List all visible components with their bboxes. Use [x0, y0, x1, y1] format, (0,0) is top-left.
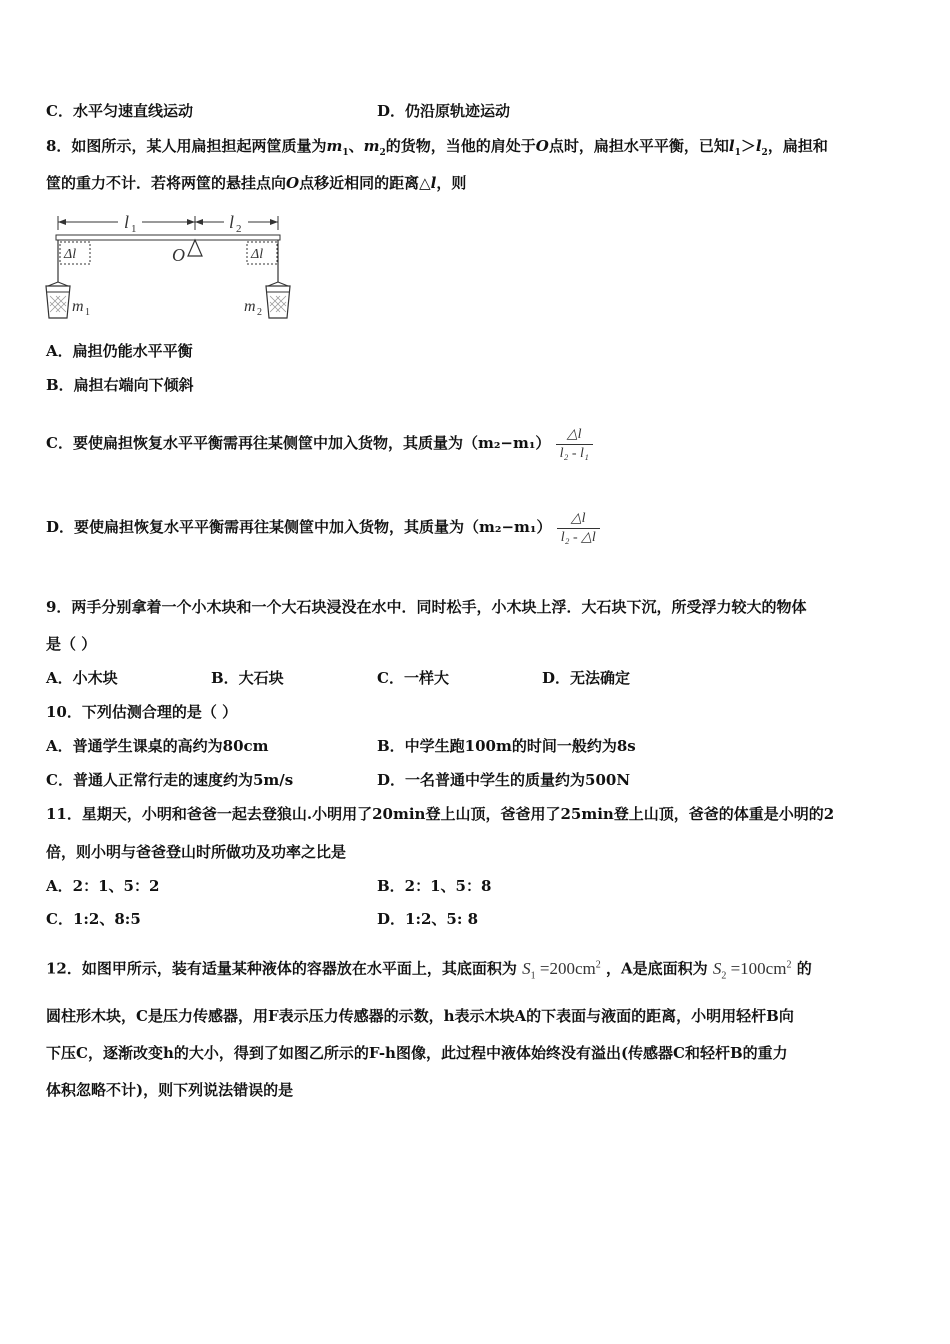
q9-option-b: B．大石块: [211, 669, 284, 687]
l2-label: l: [229, 212, 235, 232]
right-basket: [266, 282, 290, 318]
q11-option-b: B．2：1、5：8: [377, 877, 492, 895]
q10-option-d: D．一名普通中学生的质量约为500N: [377, 771, 631, 789]
q12-stem-line3: 下压C，逐渐改变h的大小，得到了如图乙所示的F-h图像，此过程中液体始终没有溢出(传感器C和轻杆B的重力: [46, 1044, 788, 1062]
q8-option-d-fraction: $\frac{\triangle l}{\text{l₂ - △l}}$: [557, 510, 600, 547]
q8-option-b: B．扁担右端向下倾斜: [46, 376, 194, 394]
delta-l-left: Δl: [64, 247, 77, 262]
q11-stem-line2: 倍，则小明与爸爸登山时所做功及功率之比是: [46, 843, 347, 861]
pivot-o-label: O: [172, 245, 185, 265]
q8-option-a: A．扁担仍能水平平衡: [46, 342, 193, 360]
l1-label: l: [124, 212, 130, 232]
q11-option-a: A．2：1、5：2: [46, 877, 160, 895]
q12-stem-line4: 体积忽略不计)，则下列说法错误的是: [46, 1081, 294, 1099]
q12-s1-formula: $S_1 =200cm^2$: [522, 958, 601, 982]
q12-stem-line1: 12．如图甲所示，装有适量某种液体的容器放在水平面上，其底面积为 $S_1 =200cm^2$ ，A是底面积为 $S_2 =100cm^2$ 的: [46, 958, 812, 982]
q8-option-d: D．要使扁担恢复水平平衡需再往某侧筐中加入货物，其质量为（m₂−m₁） $\frac{\triangle l}{\text{l₂ - △l}}$: [46, 504, 600, 550]
q10-option-c: C．普通人正常行走的速度约为5m/s: [46, 771, 294, 789]
m2-sub: 2: [257, 307, 262, 318]
delta-l-right: Δl: [251, 247, 264, 262]
q9-stem-line1: 9．两手分别拿着一个小木块和一个大石块浸没在水中．同时松手，小木块上浮．大石块下沉，所受浮力较大的物体: [46, 598, 807, 616]
m2-label: m: [244, 298, 256, 315]
shoulder-pole: [56, 235, 280, 240]
q8-option-c: C．要使扁担恢复水平平衡需再往某侧筐中加入货物，其质量为（m₂−m₁） $\frac{\triangle l}{\text{l₂ - l₁}}$: [46, 420, 593, 466]
m1-sub: 1: [85, 307, 90, 318]
q11-stem-line1: 11．星期天，小明和爸爸一起去登狼山.小明用了20min登上山顶，爸爸用了25min登上山顶，爸爸的体重是小明的2: [46, 805, 835, 823]
q9-option-a: A．小木块: [46, 669, 118, 687]
q10-option-b: B．中学生跑100m的时间一般约为8s: [377, 737, 636, 755]
q9-stem-line2: 是（ ）: [46, 635, 97, 653]
q10-stem: 10．下列估测合理的是（ ）: [46, 703, 238, 721]
q8-option-c-fraction: $\frac{\triangle l}{\text{l₂ - l₁}}$: [556, 426, 593, 463]
q11-option-d: D．1:2、5: 8: [377, 910, 479, 928]
q7-option-d: D．仍沿原轨迹运动: [377, 102, 511, 120]
left-basket: [46, 282, 70, 318]
q12-s2-formula: $S_2 =100cm^2$: [712, 958, 792, 982]
fulcrum-triangle: [188, 240, 202, 256]
q7-option-c: C．水平匀速直线运动: [46, 102, 193, 120]
q8-balance-figure: [44, 208, 296, 326]
q9-option-c: C．一样大: [377, 669, 449, 687]
l2-sub: 2: [236, 223, 242, 235]
q11-option-c: C．1:2、8:5: [46, 910, 141, 928]
q9-option-d: D．无法确定: [542, 669, 631, 687]
q8-stem-line1: 8．如图所示，某人用扁担担起两筐质量为$m_1$、$m_2$的货物，当他的肩处于O点时，扁担水平平衡，已知$l_1>l_2$，扁担和: [46, 137, 828, 158]
q10-option-a: A．普通学生课桌的高约为80cm: [46, 737, 269, 755]
m1-label: m: [72, 298, 84, 315]
l1-sub: 1: [131, 223, 137, 235]
q8-stem-line2: 筐的重力不计．若将两筐的悬挂点向O点移近相同的距离△l，则: [46, 174, 467, 192]
q12-stem-line2: 圆柱形木块，C是压力传感器，用F表示压力传感器的示数，h表示木块A的下表面与液面的距离，小明用轻杆B向: [46, 1007, 794, 1025]
